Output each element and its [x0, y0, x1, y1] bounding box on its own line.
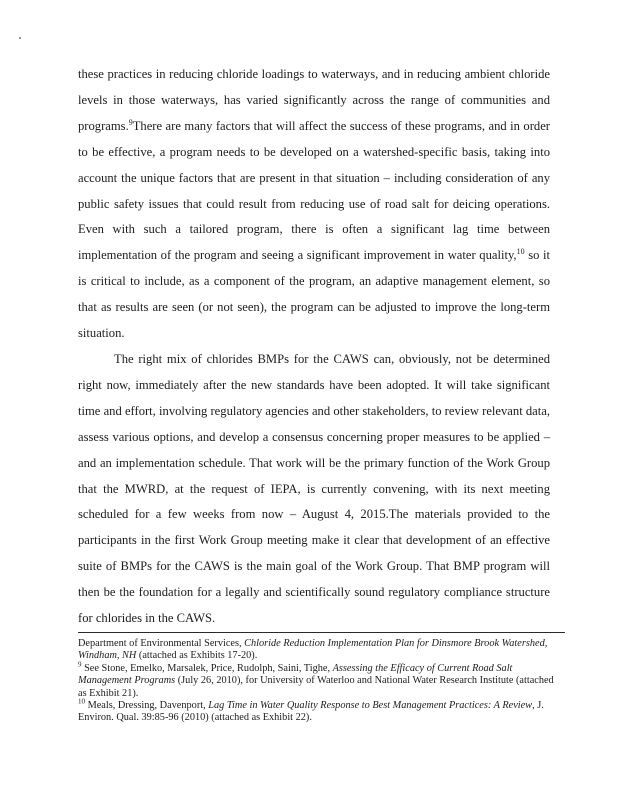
footnote-text: Department of Environmental Services, [78, 638, 245, 649]
footnote-continued [78, 638, 556, 663]
footnote-text: , J. Environ. Qual. 39:85-96 (2010) (attached as Exhibit 22). [78, 700, 544, 724]
text-segment: There are many factors that will affect the success of these programs, and in order to be effective, a program needs to be developed on a watershed-specific basis, taking into account the unique factors that are present in that situation – including consideration of any public safety issues that could result from reducing use of road salt for deicing operations. Even with such a tailored program, there is often a significant lag time between implementation of the program and seeing a significant improvement in water quality, [78, 118, 550, 263]
footnote-text: (attached as Exhibits 17-20). [136, 650, 258, 662]
footnote-ref-10: 10 [516, 247, 525, 257]
body-text [78, 62, 550, 632]
footnote-9 [78, 660, 556, 700]
text-segment: so it is critical to include, as a component of the program, an adaptive management element, so that as results are seen (or not seen), the program can be adjusted to improve the long-term situation. [78, 248, 551, 341]
text-segment: The right mix of chlorides BMPs for the CAWS can, obviously, not be determined right now, immediately after the new standards have been adopted. It will take significant time and effort, involving regulatory agencies and other stakeholders, to review relevant data, assess various options, and develop a consensus concerning proper measures to be applied – and an implementation schedule. That work will be the primary function of the Work Group that the MWRD, at the request of IEPA, is currently convening, with its next meeting scheduled for a few weeks from now – August 4, 2015.The materials provided to the participants in the first Work Group meeting make it clear that development of an effective suite of BMPs for the CAWS is the main goal of the Work Group. That BMP program will then be the foundation for a legally and scientifically sound regulatory compliance structure for chlorides in the CAWS. [78, 351, 550, 626]
footnote-number: 10 [78, 697, 85, 706]
footnotes [78, 638, 556, 725]
footnote-10 [78, 697, 556, 725]
footnote-text: (July 26, 2010), for University of Waterloo and National Water Research Institute (attached as Exhibit 21). [78, 675, 554, 699]
footnote-number: 9 [78, 660, 82, 669]
body-paragraph-1 [78, 62, 550, 347]
footnote-ref-9: 9 [128, 117, 133, 127]
footnote-title: Assessing the Efficacy of Current Road Salt Management Programs [78, 662, 513, 687]
body-paragraph-2 [78, 347, 550, 632]
text-segment: these practices in reducing chloride loadings to waterways, and in reducing ambient chloride levels in those waterways, has varied significantly across the range of communities and programs. [78, 67, 550, 133]
footnote-text: See Stone, Emelko, Marsalek, Price, Rudolph, Saini, Tighe, [81, 662, 333, 674]
footnote-title: Chloride Reduction Implementation Plan for Dinsmore Brook Watershed, Windham, NH [78, 638, 548, 662]
footnote-text: Meals, Dressing, Davenport, [85, 700, 209, 712]
footnote-divider [78, 632, 565, 633]
footnote-title: Lag Time in Water Quality Response to Best Management Practices: A Review [208, 700, 533, 712]
scan-speck [19, 37, 21, 39]
